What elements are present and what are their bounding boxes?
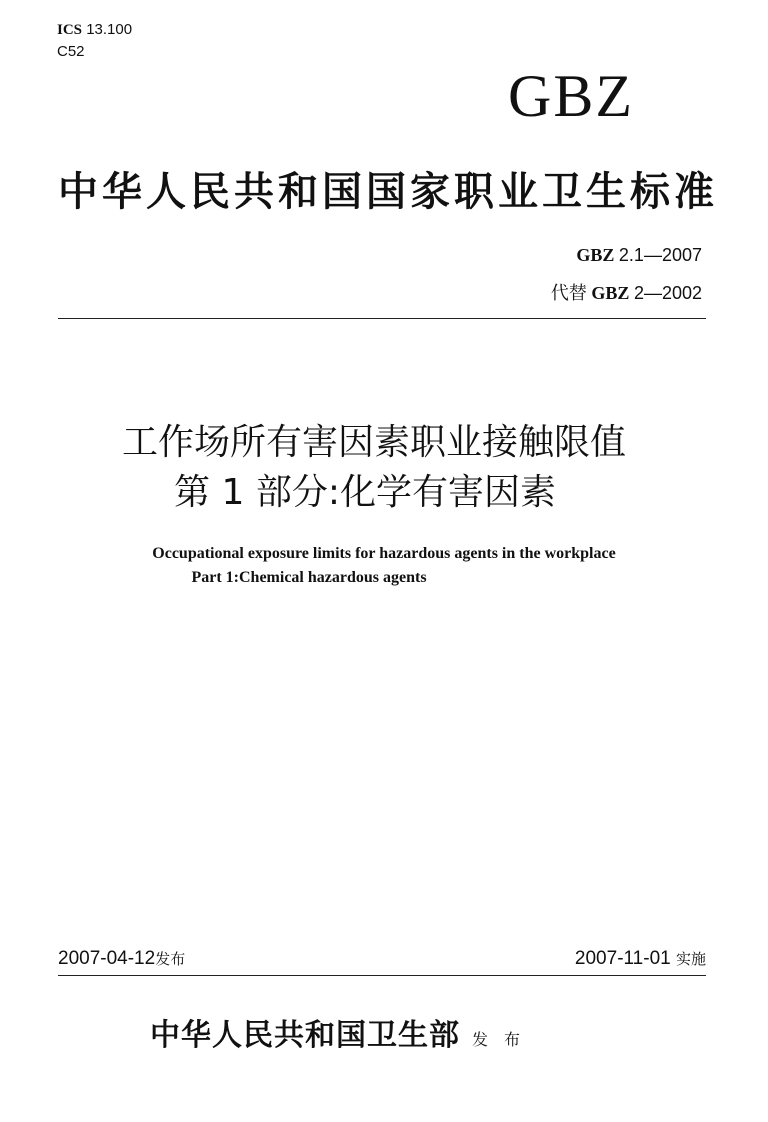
chinese-title [0,418,768,518]
implement-date: 2007-11-01 实施 [574,948,706,969]
classification-codes [57,19,132,63]
chinese-title-line2: 第 1 部分:化学有害因素 [174,472,556,513]
ics-label: ICS [57,22,83,38]
english-title [0,542,768,590]
english-title-line2: Part 1:Chemical hazardous agents [191,569,427,586]
standard-number: GBZ 2.1—2007 [576,245,702,265]
ics-code: 13.100 [86,21,133,38]
english-title-line1: Occupational exposure limits for hazardous agents in the workplace [152,545,616,562]
standard-codes [551,236,702,312]
publisher: 中华人民共和国卫生部 发 布 [150,1019,527,1052]
ccs-code: C52 [57,43,85,60]
standard-type-title: 中华人民共和国国家职业卫生标准 [58,169,718,214]
header-divider [58,318,706,319]
replaces-number: 代替 GBZ 2—2002 [550,283,702,303]
publish-date: 2007-04-12发布 [58,948,186,969]
chinese-title-line1: 工作场所有害因素职业接触限值 [121,422,626,463]
standard-mark: GBZ [508,63,634,129]
footer-divider [58,975,706,976]
